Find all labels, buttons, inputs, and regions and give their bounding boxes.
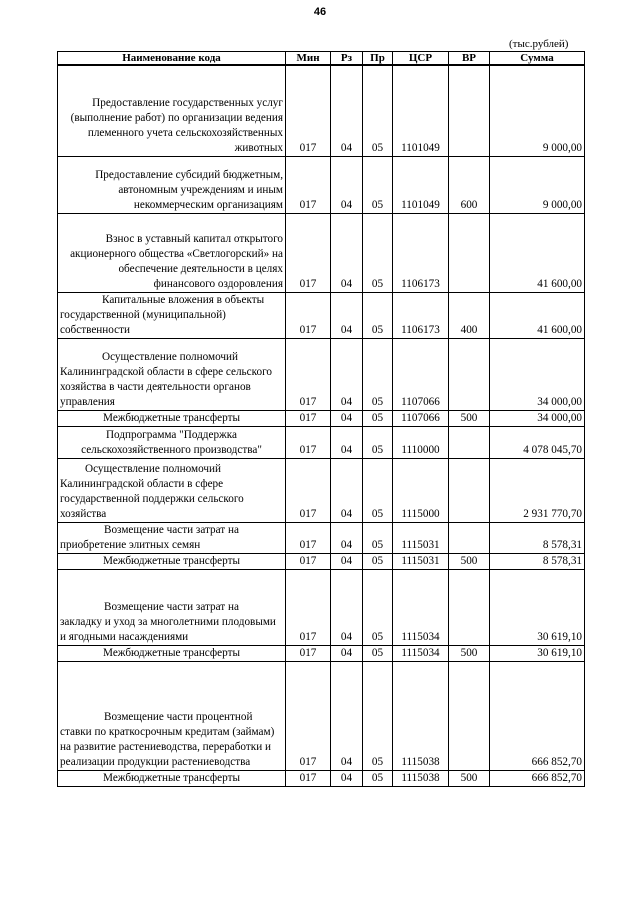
cell-name: Капитальные вложения в объекты государственной (муниципальной) собственности	[58, 292, 286, 338]
cell-min: 017	[286, 338, 331, 410]
cell-name: Осуществление полномочий Калининградской области в сфере государственной поддержки сельского хозяйства	[58, 458, 286, 522]
cell-pr: 05	[363, 65, 393, 156]
cell-vr	[449, 426, 490, 458]
cell-name: Межбюджетные трансферты	[58, 645, 286, 661]
cell-sum: 34 000,00	[490, 410, 585, 426]
cell-rz: 04	[331, 426, 363, 458]
cell-vr: 500	[449, 553, 490, 569]
cell-sum: 8 578,31	[490, 553, 585, 569]
col-header-vr: ВР	[449, 52, 490, 66]
cell-min: 017	[286, 661, 331, 770]
cell-csr: 1115038	[393, 661, 449, 770]
cell-name: Осуществление полномочий Калининградской области в сфере сельского хозяйства в части деятельности органов управления	[58, 338, 286, 410]
cell-vr	[449, 65, 490, 156]
cell-name: Предоставление субсидий бюджетным, автономным учреждениям и иным некоммерческим организациям	[58, 156, 286, 213]
cell-name: Подпрограмма "Поддержка сельскохозяйственного производства"	[58, 426, 286, 458]
col-header-name: Наименование кода	[58, 52, 286, 66]
cell-name: Межбюджетные трансферты	[58, 770, 286, 786]
cell-min: 017	[286, 770, 331, 786]
cell-pr: 05	[363, 770, 393, 786]
cell-sum: 41 600,00	[490, 292, 585, 338]
page-number: 46	[313, 6, 327, 18]
cell-csr: 1101049	[393, 156, 449, 213]
cell-pr: 05	[363, 458, 393, 522]
cell-rz: 04	[331, 156, 363, 213]
cell-sum: 30 619,10	[490, 645, 585, 661]
table-row	[58, 338, 585, 410]
cell-csr: 1115038	[393, 770, 449, 786]
table-row	[58, 156, 585, 213]
cell-min: 017	[286, 569, 331, 645]
cell-csr: 1101049	[393, 65, 449, 156]
cell-min: 017	[286, 410, 331, 426]
cell-vr	[449, 338, 490, 410]
cell-rz: 04	[331, 645, 363, 661]
table-row	[58, 770, 585, 786]
cell-min: 017	[286, 553, 331, 569]
cell-pr: 05	[363, 569, 393, 645]
cell-rz: 04	[331, 661, 363, 770]
cell-pr: 05	[363, 156, 393, 213]
cell-sum: 9 000,00	[490, 156, 585, 213]
cell-csr: 1106173	[393, 213, 449, 292]
table-row	[58, 458, 585, 522]
cell-min: 017	[286, 426, 331, 458]
cell-min: 017	[286, 645, 331, 661]
cell-sum: 666 852,70	[490, 770, 585, 786]
cell-rz: 04	[331, 65, 363, 156]
cell-rz: 04	[331, 553, 363, 569]
cell-csr: 1107066	[393, 410, 449, 426]
cell-min: 017	[286, 65, 331, 156]
table-body	[58, 65, 585, 786]
cell-pr: 05	[363, 645, 393, 661]
cell-csr: 1115000	[393, 458, 449, 522]
cell-csr: 1110000	[393, 426, 449, 458]
cell-csr: 1115031	[393, 553, 449, 569]
table-row	[58, 522, 585, 553]
cell-name: Возмещение части затрат на приобретение элитных семян	[58, 522, 286, 553]
cell-min: 017	[286, 522, 331, 553]
cell-pr: 05	[363, 661, 393, 770]
cell-rz: 04	[331, 770, 363, 786]
cell-name: Возмещение части процентной ставки по краткосрочным кредитам (займам) на развитие растениеводства, переработки и реализации продукции растениеводства	[58, 661, 286, 770]
units-label: (тыс.рублей)	[509, 38, 569, 50]
table-row	[58, 553, 585, 569]
cell-name: Предоставление государственных услуг (выполнение работ) по организации ведения племенного учета сельскохозяйственных животных	[58, 65, 286, 156]
cell-vr	[449, 661, 490, 770]
cell-name: Возмещение части затрат на закладку и уход за многолетними плодовыми и ягодными насаждениями	[58, 569, 286, 645]
cell-vr: 500	[449, 410, 490, 426]
table-row	[58, 410, 585, 426]
cell-rz: 04	[331, 292, 363, 338]
cell-sum: 2 931 770,70	[490, 458, 585, 522]
col-header-sum: Сумма	[490, 52, 585, 66]
cell-rz: 04	[331, 569, 363, 645]
col-header-csr: ЦСР	[393, 52, 449, 66]
table-row	[58, 645, 585, 661]
cell-csr: 1115034	[393, 645, 449, 661]
cell-vr	[449, 522, 490, 553]
cell-vr: 600	[449, 156, 490, 213]
table-row	[58, 661, 585, 770]
budget-table	[57, 51, 585, 787]
table-row	[58, 426, 585, 458]
cell-pr: 05	[363, 338, 393, 410]
cell-min: 017	[286, 458, 331, 522]
cell-vr: 400	[449, 292, 490, 338]
cell-rz: 04	[331, 410, 363, 426]
cell-vr: 500	[449, 770, 490, 786]
cell-rz: 04	[331, 338, 363, 410]
table-row	[58, 65, 585, 156]
cell-vr	[449, 458, 490, 522]
cell-vr	[449, 213, 490, 292]
cell-sum: 4 078 045,70	[490, 426, 585, 458]
table-header-row	[58, 52, 585, 66]
col-header-rz: Рз	[331, 52, 363, 66]
cell-pr: 05	[363, 553, 393, 569]
cell-sum: 666 852,70	[490, 661, 585, 770]
cell-rz: 04	[331, 522, 363, 553]
cell-csr: 1115031	[393, 522, 449, 553]
table-row	[58, 569, 585, 645]
cell-sum: 34 000,00	[490, 338, 585, 410]
cell-min: 017	[286, 156, 331, 213]
cell-name: Межбюджетные трансферты	[58, 553, 286, 569]
col-header-pr: Пр	[363, 52, 393, 66]
table-row	[58, 292, 585, 338]
cell-sum: 30 619,10	[490, 569, 585, 645]
cell-pr: 05	[363, 292, 393, 338]
col-header-min: Мин	[286, 52, 331, 66]
cell-pr: 05	[363, 426, 393, 458]
cell-min: 017	[286, 213, 331, 292]
cell-sum: 8 578,31	[490, 522, 585, 553]
cell-sum: 41 600,00	[490, 213, 585, 292]
table-row	[58, 213, 585, 292]
cell-csr: 1115034	[393, 569, 449, 645]
cell-vr: 500	[449, 645, 490, 661]
cell-name: Межбюджетные трансферты	[58, 410, 286, 426]
cell-sum: 9 000,00	[490, 65, 585, 156]
cell-pr: 05	[363, 410, 393, 426]
cell-min: 017	[286, 292, 331, 338]
cell-csr: 1107066	[393, 338, 449, 410]
cell-vr	[449, 569, 490, 645]
cell-name: Взнос в уставный капитал открытого акционерного общества «Светлогорский» на обеспечение деятельности в целях финансового оздоровления	[58, 213, 286, 292]
cell-pr: 05	[363, 522, 393, 553]
cell-rz: 04	[331, 458, 363, 522]
cell-pr: 05	[363, 213, 393, 292]
cell-csr: 1106173	[393, 292, 449, 338]
cell-rz: 04	[331, 213, 363, 292]
